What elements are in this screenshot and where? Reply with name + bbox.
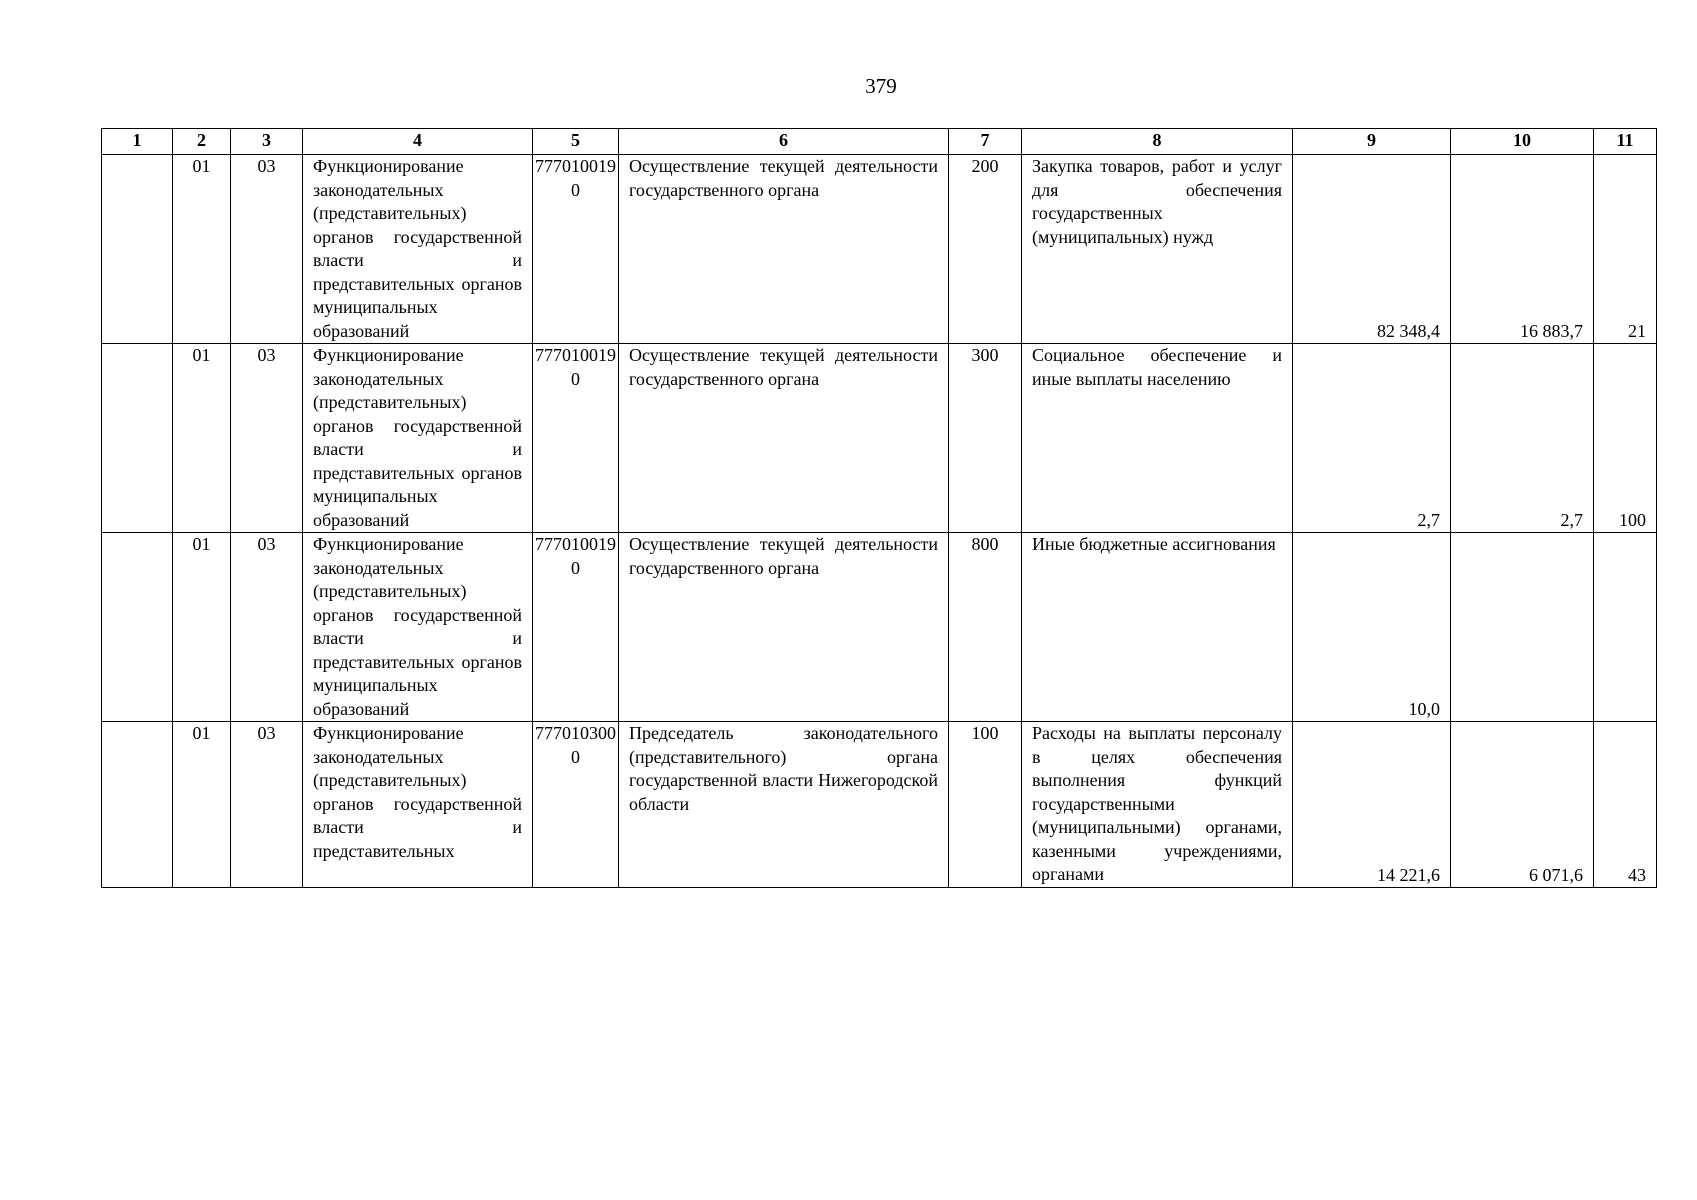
- cell-planned: 82 348,4: [1293, 155, 1451, 344]
- cell-article-name: Председатель законодательного (представительного) органа государственной власти Нижегородской области: [619, 722, 949, 888]
- table-row: [102, 533, 1657, 722]
- column-header: 2: [173, 129, 231, 155]
- cell-expense-name: Закупка товаров, работ и услуг для обеспечения государственных (муниципальных) нужд: [1022, 155, 1293, 344]
- cell-subsection: 03: [231, 533, 303, 722]
- cell-expense-type: 100: [949, 722, 1022, 888]
- cell-article-name: Осуществление текущей деятельности государственного органа: [619, 344, 949, 533]
- column-header: 7: [949, 129, 1022, 155]
- column-header: 8: [1022, 129, 1293, 155]
- cell-executed: 6 071,6: [1451, 722, 1594, 888]
- cell-expense-type: 200: [949, 155, 1022, 344]
- cell-planned: 2,7: [1293, 344, 1451, 533]
- column-header: 9: [1293, 129, 1451, 155]
- cell-expense-name: Иные бюджетные ассигнования: [1022, 533, 1293, 722]
- column-header: 3: [231, 129, 303, 155]
- cell-expense-type: 800: [949, 533, 1022, 722]
- column-header: 4: [303, 129, 533, 155]
- table-header-row: [102, 129, 1657, 155]
- column-header: 5: [533, 129, 619, 155]
- column-header: 6: [619, 129, 949, 155]
- cell-section-name: Функционирование законодательных (представительных) органов государственной власти и представительных органов муниципальных образований: [303, 533, 533, 722]
- cell-col1: [102, 155, 173, 344]
- column-header: 10: [1451, 129, 1594, 155]
- cell-expense-name: [1022, 722, 1293, 888]
- cell-percent: 100: [1594, 344, 1657, 533]
- cell-col1: [102, 344, 173, 533]
- table-row: [102, 722, 1657, 888]
- column-header: 11: [1594, 129, 1657, 155]
- cell-target-article: 7770100190: [533, 155, 619, 344]
- cell-percent: 43: [1594, 722, 1657, 888]
- cell-target-article: 7770100190: [533, 533, 619, 722]
- cell-section-name: [303, 722, 533, 888]
- page-number: 379: [865, 74, 897, 98]
- cell-subsection: 03: [231, 722, 303, 888]
- cell-subsection: 03: [231, 344, 303, 533]
- cell-executed: [1451, 533, 1594, 722]
- cell-target-article: 7770103000: [533, 722, 619, 888]
- cell-col1: [102, 722, 173, 888]
- cell-article-name: Осуществление текущей деятельности государственного органа: [619, 533, 949, 722]
- cell-section: 01: [173, 722, 231, 888]
- cell-percent: [1594, 533, 1657, 722]
- budget-table: [101, 128, 1657, 888]
- cell-expense-name-text: Расходы на выплаты персоналу в целях обеспечения выполнения функций государственными (муниципальными) органами, казенными учреждениями, органами: [1032, 723, 1282, 884]
- cell-col1: [102, 533, 173, 722]
- cell-subsection: 03: [231, 155, 303, 344]
- table-row: [102, 344, 1657, 533]
- cell-section: 01: [173, 533, 231, 722]
- cell-section-name: Функционирование законодательных (представительных) органов государственной власти и представительных органов муниципальных образований: [303, 344, 533, 533]
- cell-section-name: Функционирование законодательных (представительных) органов государственной власти и представительных органов муниципальных образований: [303, 155, 533, 344]
- table-row: [102, 155, 1657, 344]
- cell-section: 01: [173, 344, 231, 533]
- cell-executed: 2,7: [1451, 344, 1594, 533]
- cell-target-article: 7770100190: [533, 344, 619, 533]
- cell-planned: 10,0: [1293, 533, 1451, 722]
- cell-planned: 14 221,6: [1293, 722, 1451, 888]
- cell-executed: 16 883,7: [1451, 155, 1594, 344]
- cell-article-name: Осуществление текущей деятельности государственного органа: [619, 155, 949, 344]
- cell-section: 01: [173, 155, 231, 344]
- cell-section-name-text: Функционирование законодательных (представительных) органов государственной власти и представительных: [313, 723, 522, 861]
- cell-expense-type: 300: [949, 344, 1022, 533]
- column-header: 1: [102, 129, 173, 155]
- cell-expense-name: Социальное обеспечение и иные выплаты населению: [1022, 344, 1293, 533]
- cell-percent: 21: [1594, 155, 1657, 344]
